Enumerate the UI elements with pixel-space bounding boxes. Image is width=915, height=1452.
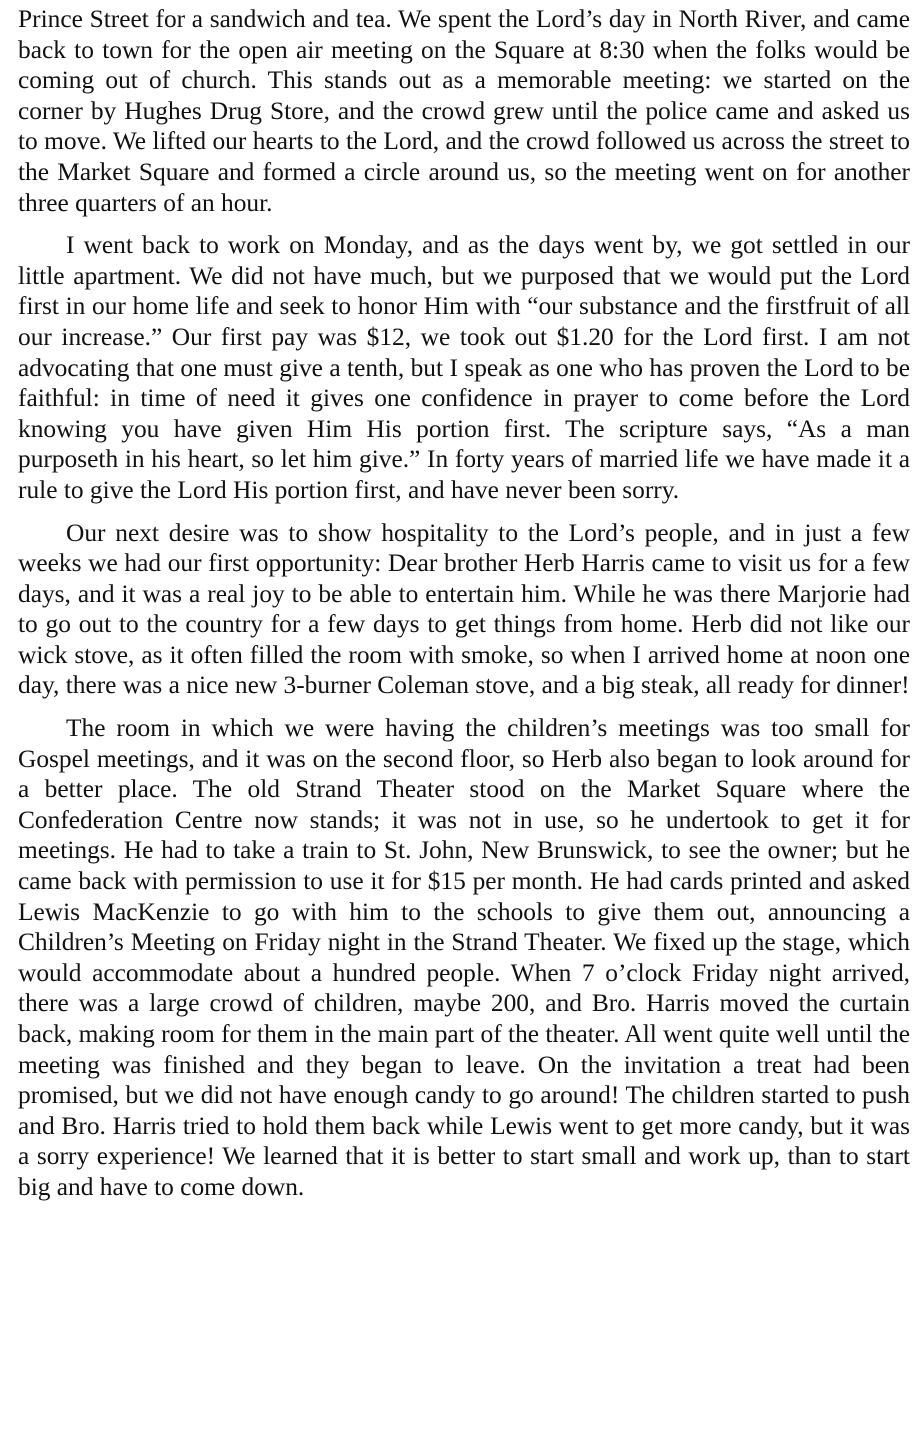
page-body <box>18 4 910 1203</box>
paragraph-2: I went back to work on Monday, and as the days went by, we got settled in our little apartment. We did not have much, but we purposed that we would put the Lord first in our home life and seek to honor Him with “our substance and the firstfruit of all our increase.” Our first pay was $12, we took out $1.20 for the Lord first. I am not advocating that one must give a tenth, but I speak as one who has proven the Lord to be faithful: in time of need it gives one confidence in prayer to come before the Lord knowing you have given Him His portion first. The scripture says, “As a man purposeth in his heart, so let him give.” In forty years of married life we have made it a rule to give the Lord His portion first, and have never been sorry. <box>18 231 910 504</box>
paragraph-4: The room in which we were having the children’s meetings was too small for Gospel meetings, and it was on the second floor, so Herb also began to look around for a better place. The old Strand Theater stood on the Market Square where the Confederation Centre now stands; it was not in use, so he undertook to get it for meetings. He had to take a train to St. John, New Brunswick, to see the owner; but he came back with permission to use it for $15 per month. He had cards printed and asked Lewis MacKenzie to go with him to the schools to give them out, announcing a Children’s Meeting on Friday night in the Strand Theater. We fixed up the stage, which would accommodate about a hundred people. When 7 o’clock Friday night arrived, there was a large crowd of children, maybe 200, and Bro. Harris moved the curtain back, making room for them in the main part of the theater. All went quite well until the meeting was finished and they began to leave. On the invitation a treat had been promised, but we did not have enough candy to go around! The children started to push and Bro. Harris tried to hold them back while Lewis went to get more candy, but it was a sorry experience! We learned that it is better to start small and work up, than to start big and have to come down. <box>18 714 910 1201</box>
paragraph-1-continuation: Prince Street for a sandwich and tea. We spent the Lord’s day in North River, and came back to town for the open air meeting on the Square at 8:30 when the folks would be coming out of church. This stands out as a memorable meeting: we started on the corner by Hughes Drug Store, and the crowd grew until the police came and asked us to move. We lifted our hearts to the Lord, and the crowd followed us across the street to the Market Square and formed a circle around us, so the meeting went on for another three quarters of an hour. <box>18 5 910 217</box>
paragraph-3: Our next desire was to show hospitality to the Lord’s people, and in just a few weeks we had our first opportunity: Dear brother Herb Harris came to visit us for a few days, and it was a real joy to be able to entertain him. While he was there Marjorie had to go out to the country for a few days to get things from home. Herb did not like our wick stove, as it often filled the room with smoke, so when I arrived home at noon one day, there was a nice new 3-burner Coleman stove, and a big steak, all ready for dinner! <box>18 518 910 700</box>
